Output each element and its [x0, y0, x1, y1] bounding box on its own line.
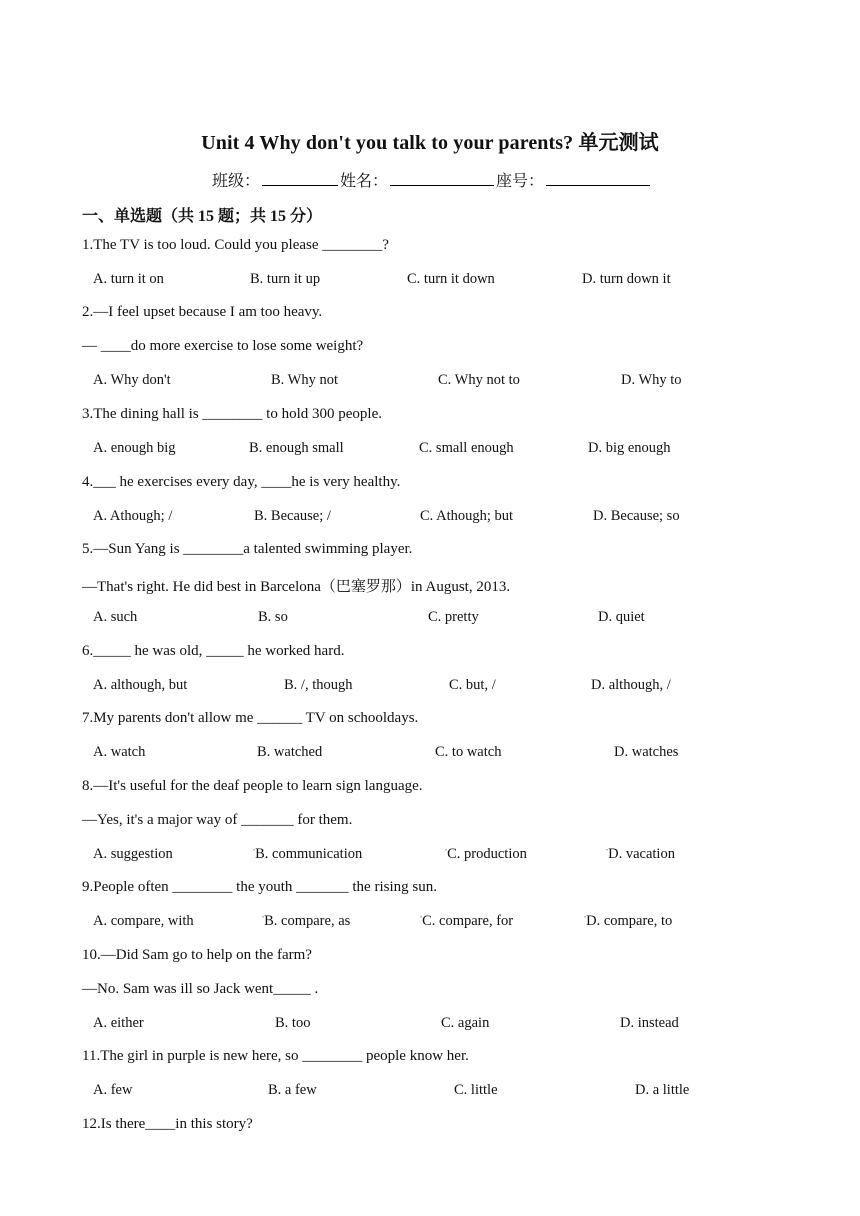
bullet-mark-icon: •: [606, 848, 609, 855]
option-d[interactable]: [593, 508, 680, 525]
question-3-options: [0, 440, 860, 460]
option-label: C. but, /: [449, 677, 496, 693]
option-d[interactable]: [588, 440, 671, 457]
option-label: D. compare, to: [586, 913, 673, 929]
option-b[interactable]: [249, 440, 344, 457]
option-label: D. watches: [614, 744, 679, 760]
option-label: A. watch: [93, 744, 146, 760]
question-2-options: [0, 372, 860, 392]
question-9-stem: 9.People often ________ the youth _______ the rising sun.: [82, 879, 437, 895]
question-1-stem: 1.The TV is too loud. Could you please ________?: [82, 237, 389, 253]
option-label: A. few: [93, 1082, 133, 1098]
question-8-stem: 8.—It's useful for the deaf people to learn sign language.: [82, 778, 423, 794]
option-label: A. Athough; /: [93, 508, 173, 524]
option-label: D. although, /: [591, 677, 671, 693]
option-label: B. Why not: [271, 372, 338, 388]
seat-label: 座号：: [496, 173, 545, 190]
option-b[interactable]: [284, 677, 352, 694]
option-label: A. compare, with: [93, 913, 194, 929]
option-label: D. Because; so: [593, 508, 680, 524]
class-label: 班级：: [211, 173, 260, 190]
option-c[interactable]: [407, 271, 495, 288]
option-b[interactable]: [268, 1082, 317, 1099]
section-heading: 一、单选题（共 15 题；共 15 分）: [82, 208, 323, 225]
question-7-stem: 7.My parents don't allow me ______ TV on schooldays.: [82, 710, 419, 726]
question-12-stem: 12.Is there____in this story?: [82, 1116, 253, 1132]
option-label: C. Why not to: [438, 372, 520, 388]
option-label: B. a few: [268, 1082, 317, 1098]
option-label: C. production: [447, 846, 527, 862]
option-label: B. turn it up: [250, 271, 321, 287]
option-b[interactable]: [250, 271, 320, 288]
question-11-stem: 11.The girl in purple is new here, so ________ people know her.: [82, 1048, 469, 1064]
student-info-line: [0, 168, 860, 191]
option-d[interactable]: [606, 846, 675, 863]
seat-blank[interactable]: [546, 171, 650, 186]
option-a[interactable]: [93, 372, 171, 389]
option-a[interactable]: [93, 1015, 144, 1032]
option-b[interactable]: [254, 508, 331, 525]
option-label: D. big enough: [588, 440, 671, 456]
option-label: D. quiet: [598, 609, 645, 625]
option-d[interactable]: [635, 1082, 689, 1099]
question-10-options: [0, 1015, 860, 1035]
option-label: A. Why don't: [93, 372, 171, 388]
question-4-stem: 4.___ he exercises every day, ____he is very healthy.: [82, 474, 401, 490]
option-label: B. /, though: [284, 677, 353, 693]
option-a[interactable]: [93, 1082, 132, 1099]
option-label: B. communication: [255, 846, 363, 862]
option-c[interactable]: [438, 372, 520, 389]
option-label: C. compare, for: [422, 913, 514, 929]
option-label: C. little: [454, 1082, 498, 1098]
option-a[interactable]: [93, 846, 173, 863]
option-c[interactable]: [445, 846, 527, 863]
option-label: B. enough small: [249, 440, 344, 456]
option-label: B. Because; /: [254, 508, 331, 524]
bullet-mark-icon: •: [584, 915, 587, 922]
question-4-options: [0, 508, 860, 528]
question-8-options: [0, 846, 860, 866]
option-label: C. to watch: [435, 744, 502, 760]
question-8-line-2: —Yes, it's a major way of _______ for them.: [82, 812, 353, 828]
option-label: C. small enough: [419, 440, 514, 456]
option-a[interactable]: [93, 677, 187, 694]
question-2-line-2: — ____do more exercise to lose some weight?: [82, 338, 364, 354]
bullet-mark-icon: •: [420, 915, 423, 922]
option-label: D. a little: [635, 1082, 690, 1098]
option-label: A. either: [93, 1015, 144, 1031]
option-d[interactable]: [614, 744, 678, 761]
option-d[interactable]: [584, 913, 672, 930]
option-d[interactable]: [582, 271, 671, 288]
question-3-stem: 3.The dining hall is ________ to hold 300 people.: [82, 406, 382, 422]
option-b[interactable]: [262, 913, 350, 930]
option-c[interactable]: [428, 609, 479, 626]
option-d[interactable]: [598, 609, 645, 626]
option-label: D. vacation: [608, 846, 675, 862]
option-c[interactable]: [449, 677, 496, 694]
option-b[interactable]: [275, 1015, 310, 1032]
name-blank[interactable]: [390, 171, 494, 186]
option-a[interactable]: [93, 744, 145, 761]
option-label: A. such: [93, 609, 138, 625]
option-a[interactable]: [93, 271, 164, 288]
option-b[interactable]: [253, 846, 362, 863]
page-title: Unit 4 Why don't you talk to your parents? 单元测试: [201, 132, 659, 154]
question-6-options: [0, 677, 860, 697]
option-a[interactable]: [93, 609, 137, 626]
option-label: D. instead: [620, 1015, 679, 1031]
question-6-stem: 6._____ he was old, _____ he worked hard.: [82, 643, 345, 659]
option-a[interactable]: [93, 440, 176, 457]
option-d[interactable]: [620, 1015, 679, 1032]
bullet-mark-icon: •: [262, 915, 265, 922]
option-b[interactable]: [271, 372, 338, 389]
option-b[interactable]: [258, 609, 288, 626]
option-label: A. suggestion: [93, 846, 173, 862]
option-label: C. Athough; but: [420, 508, 514, 524]
option-c[interactable]: [420, 913, 513, 930]
bullet-mark-icon: •: [253, 848, 256, 855]
option-label: B. too: [275, 1015, 311, 1031]
option-label: B. so: [258, 609, 288, 625]
option-label: A. although, but: [93, 677, 188, 693]
question-5-options: [0, 609, 860, 629]
option-d[interactable]: [591, 677, 671, 694]
option-label: A. turn it on: [93, 271, 164, 287]
option-c[interactable]: [419, 440, 514, 457]
option-a[interactable]: [93, 508, 172, 525]
question-2-stem: 2.—I feel upset because I am too heavy.: [82, 304, 323, 320]
option-d[interactable]: [621, 372, 682, 389]
option-b[interactable]: [257, 744, 322, 761]
question-5-stem: 5.—Sun Yang is ________a talented swimming player.: [82, 541, 413, 557]
option-label: D. turn down it: [582, 271, 671, 287]
option-a[interactable]: [93, 913, 194, 930]
option-label: B. compare, as: [264, 913, 351, 929]
question-9-options: [0, 913, 860, 933]
question-5-line-2: —That's right. He did best in Barcelona（巴塞罗那）in August, 2013.: [82, 579, 511, 595]
question-7-options: [0, 744, 860, 764]
class-blank[interactable]: [262, 171, 338, 186]
question-11-options: [0, 1082, 860, 1102]
question-1-options: [0, 271, 860, 291]
option-c[interactable]: [435, 744, 501, 761]
option-c[interactable]: [420, 508, 513, 525]
option-label: C. pretty: [428, 609, 479, 625]
option-label: C. again: [441, 1015, 490, 1031]
option-label: A. enough big: [93, 440, 176, 456]
name-label: 姓名：: [339, 173, 388, 190]
option-label: D. Why to: [621, 372, 682, 388]
option-c[interactable]: [454, 1082, 498, 1099]
bullet-mark-icon: •: [445, 848, 448, 855]
question-10-stem: 10.—Did Sam go to help on the farm?: [82, 947, 312, 963]
question-10-line-2: —No. Sam was ill so Jack went_____ .: [82, 981, 319, 997]
option-label: B. watched: [257, 744, 323, 760]
option-c[interactable]: [441, 1015, 489, 1032]
option-label: C. turn it down: [407, 271, 495, 287]
